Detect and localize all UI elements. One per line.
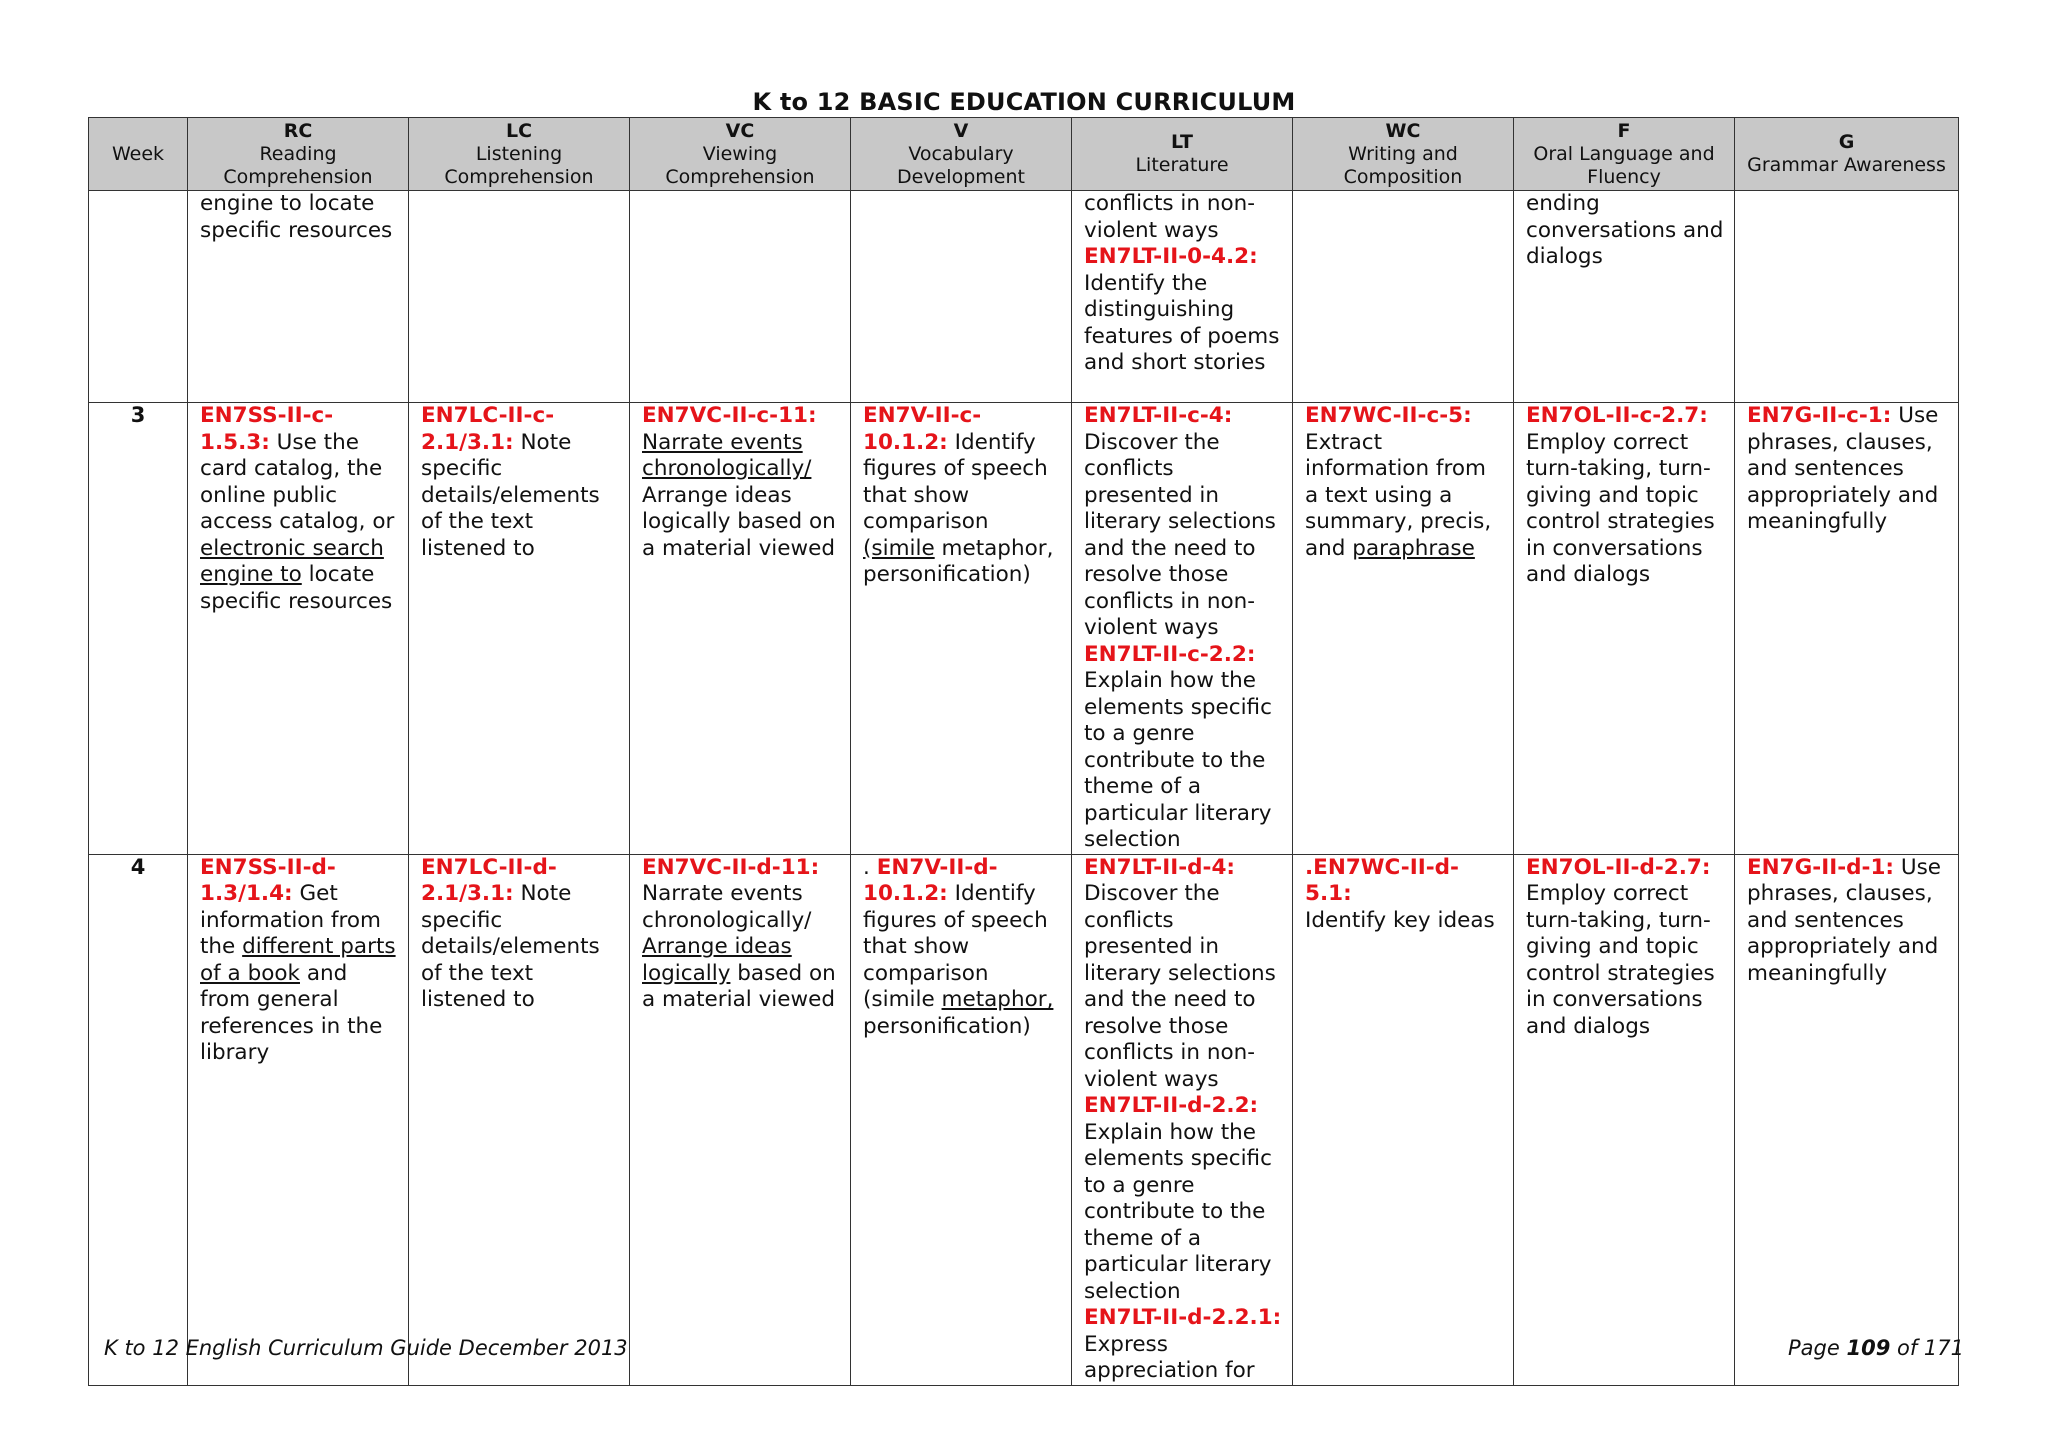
cell-text-underlined: Arrange ideas logically xyxy=(642,934,792,986)
cell-lt xyxy=(1072,191,1293,403)
competency-code: EN7LT-II-d-2.2.1: xyxy=(1084,1305,1282,1330)
cell-text: Discover the conflicts presented in literary selections and the need to resolve those conflicts in non-violent ways xyxy=(1084,881,1276,1092)
cell-text: based on a material viewed xyxy=(642,960,836,1012)
cell-f xyxy=(1514,854,1735,1385)
competency-code: EN7LT-II-d-4: xyxy=(1084,854,1236,880)
header-week: Week xyxy=(89,118,188,191)
cell-text: Use phrases, clauses, and sentences appropriately and meaningfully xyxy=(1747,854,1942,986)
cell-text: Arrange ideas logically based on a material viewed xyxy=(642,482,836,561)
header-v xyxy=(851,118,1072,191)
competency-code: EN7LT-II-0-4.2: xyxy=(1084,244,1258,269)
cell-text: engine to locate specific resources xyxy=(200,191,393,243)
competency-code: EN7SS-II-d-1.3/1.4: xyxy=(200,854,336,906)
cell-text-underlined: (simile xyxy=(863,535,935,561)
table-row-continued xyxy=(89,191,1959,403)
cell-vc xyxy=(630,403,851,855)
cell-v xyxy=(851,191,1072,403)
header-vc xyxy=(630,118,851,191)
table-row-week-4 xyxy=(89,854,1959,1385)
header-g xyxy=(1735,118,1959,191)
cell-text: personification) xyxy=(863,1013,1031,1039)
cell-g xyxy=(1735,403,1959,855)
cell-g xyxy=(1735,191,1959,403)
header-code: V xyxy=(953,119,969,142)
competency-code: EN7SS-II-c-1.5.3: xyxy=(200,403,334,455)
header-label: Oral Language and Fluency xyxy=(1533,142,1715,188)
cell-text-underlined: Narrate events chronologically/ xyxy=(642,429,812,481)
cell-text: conflicts in non-violent ways xyxy=(1084,191,1256,243)
cell-text: Identify the distinguishing features of poems and short stories xyxy=(1084,270,1280,375)
cell-wc xyxy=(1293,403,1514,855)
header-label: Grammar Awareness xyxy=(1747,154,1946,176)
header-label: Literature xyxy=(1135,154,1229,176)
page-current: 109 xyxy=(1846,1336,1891,1360)
cell-wc xyxy=(1293,191,1514,403)
header-label: Writing and Composition xyxy=(1343,142,1463,188)
cell-text-underlined: different parts of a book xyxy=(200,934,396,986)
footer-guide-title: K to 12 English Curriculum Guide December 2013 xyxy=(104,1336,628,1360)
cell-text: Use phrases, clauses, and sentences appropriately and meaningfully xyxy=(1747,403,1939,534)
curriculum-table xyxy=(88,117,1959,1386)
table-row-week-3 xyxy=(89,403,1959,855)
header-label: Reading Comprehension xyxy=(223,142,373,188)
competency-code: EN7VC-II-d-11: xyxy=(642,854,820,880)
header-rc xyxy=(188,118,409,191)
header-row xyxy=(89,118,1959,191)
competency-code: EN7LC-II-d-2.1/3.1: xyxy=(421,854,557,906)
cell-text: Employ correct turn-taking, turn-giving and topic control strategies in conversations and dialogs xyxy=(1526,881,1715,1039)
cell-g xyxy=(1735,854,1959,1385)
competency-code: EN7VC-II-c-11: xyxy=(642,403,817,428)
competency-code: EN7OL-II-d-2.7: xyxy=(1526,854,1711,880)
competency-code: EN7OL-II-c-2.7: xyxy=(1526,403,1708,428)
cell-text: Express appreciation for xyxy=(1084,1331,1255,1383)
cell-text-underlined: metaphor, xyxy=(941,987,1054,1012)
cell-lt xyxy=(1072,854,1293,1385)
cell-lt xyxy=(1072,403,1293,855)
competency-code: EN7G-II-d-1: xyxy=(1747,854,1895,880)
header-lc xyxy=(409,118,630,191)
cell-text: Identify figures of speech that show comparison (simile xyxy=(863,881,1048,1012)
header-code: LT xyxy=(1171,131,1193,153)
cell-text: Discover the conflicts presented in literary selections and the need to resolve those conflicts in non-violent ways xyxy=(1084,429,1276,640)
cell-text: Employ correct turn-taking, turn-giving and topic control strategies in conversations and dialogs xyxy=(1526,429,1715,587)
page-prefix: Page xyxy=(1787,1336,1840,1360)
cell-vc xyxy=(630,854,851,1385)
cell-rc xyxy=(188,191,409,403)
header-label: Vocabulary Development xyxy=(897,142,1025,188)
header-wc xyxy=(1293,118,1514,191)
competency-code: EN7LT-II-c-4: xyxy=(1084,403,1233,428)
cell-text-underlined: electronic search engine to xyxy=(200,535,384,587)
competency-code: EN7V-II-c-10.1.2: xyxy=(863,403,982,455)
cell-v xyxy=(851,403,1072,855)
cell-text: metaphor, personification) xyxy=(863,535,1054,587)
cell-text: and from general references in the library xyxy=(200,960,383,1065)
cell-text: Narrate events chronologically/ xyxy=(642,881,812,933)
competency-code: EN7WC-II-c-5: xyxy=(1305,403,1472,428)
cell-lc xyxy=(409,191,630,403)
header-label: Listening Comprehension xyxy=(444,142,594,188)
cell-wc xyxy=(1293,854,1514,1385)
cell-text: Extract information from a text using a summary, precis, and xyxy=(1305,429,1492,561)
cell-text-underlined: paraphrase xyxy=(1352,535,1475,561)
cell-f xyxy=(1514,403,1735,855)
header-code: LC xyxy=(505,119,533,142)
week-number: 4 xyxy=(89,854,188,1385)
cell-text: Identify figures of speech that show comparison xyxy=(863,429,1048,534)
cell-text: locate specific resources xyxy=(200,562,393,614)
competency-code: EN7LT-II-c-2.2: xyxy=(1084,641,1256,667)
competency-code: EN7LT-II-d-2.2: xyxy=(1084,1093,1259,1118)
cell-text: Explain how the elements specific to a genre contribute to the theme of a particular literary selection xyxy=(1084,1119,1272,1304)
cell-lc xyxy=(409,854,630,1385)
header-code: RC xyxy=(283,119,313,142)
cell-text: Note specific details/elements of the text listened to xyxy=(421,429,600,561)
cell-text: Get information from the xyxy=(200,881,381,959)
header-code: WC xyxy=(1385,119,1421,142)
footer-page-number xyxy=(1788,1336,1964,1360)
competency-code: EN7V-II-d-10.1.2: xyxy=(863,854,998,906)
cell-text: ending conversations and dialogs xyxy=(1526,191,1724,269)
competency-code: .EN7WC-II-d-5.1: xyxy=(1305,854,1459,906)
header-code: G xyxy=(1838,131,1855,153)
cell-rc xyxy=(188,854,409,1385)
document-title: K to 12 BASIC EDUCATION CURRICULUM xyxy=(752,88,1296,116)
header-label: Viewing Comprehension xyxy=(665,142,815,188)
cell-text: Identify key ideas xyxy=(1305,907,1495,933)
competency-code: EN7G-II-c-1: xyxy=(1747,403,1892,428)
cell-v xyxy=(851,854,1072,1385)
header-code: F xyxy=(1617,119,1631,142)
cell-week-empty xyxy=(89,191,188,403)
cell-rc xyxy=(188,403,409,855)
cell-text: . xyxy=(863,854,870,880)
cell-f xyxy=(1514,191,1735,403)
week-number: 3 xyxy=(89,403,188,855)
cell-text: Explain how the elements specific to a genre contribute to the theme of a particular literary selection xyxy=(1084,668,1272,852)
cell-text: Note specific details/elements of the text listened to xyxy=(421,881,600,1012)
header-code: VC xyxy=(725,119,755,142)
competency-code: EN7LC-II-c-2.1/3.1: xyxy=(421,403,555,455)
cell-vc xyxy=(630,191,851,403)
cell-lc xyxy=(409,403,630,855)
header-lt xyxy=(1072,118,1293,191)
header-f xyxy=(1514,118,1735,191)
page-total: of 171 xyxy=(1897,1336,1964,1360)
cell-text: Use the card catalog, the online public access catalog, or xyxy=(200,429,395,534)
